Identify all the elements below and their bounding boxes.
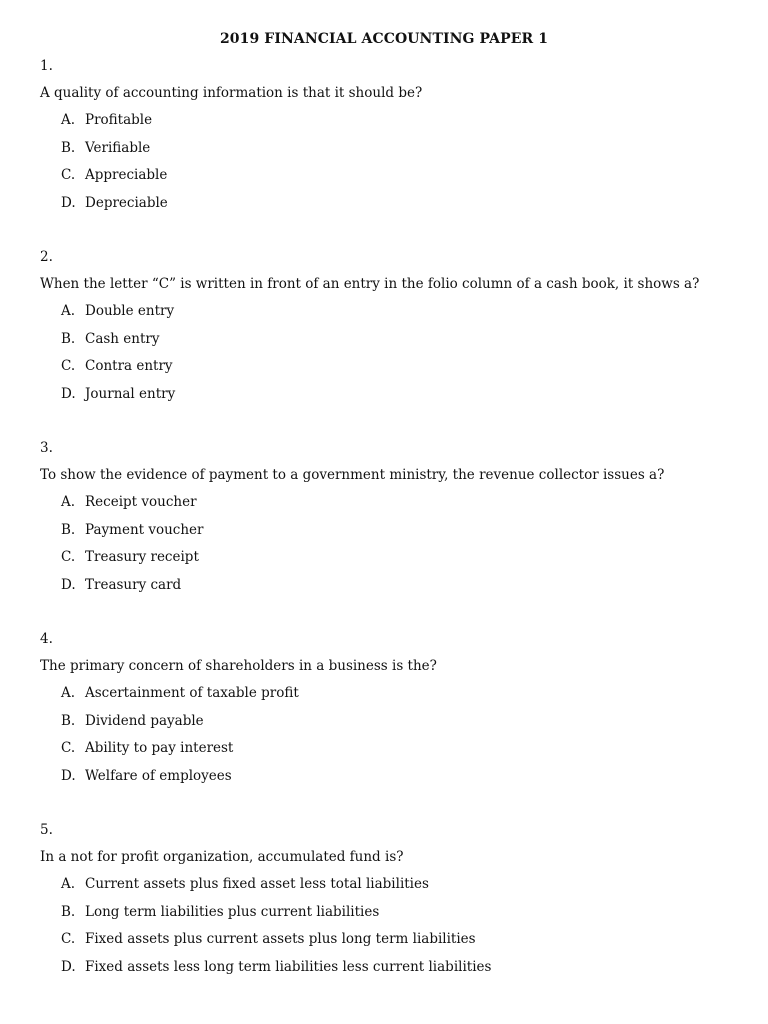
option-text: Ability to pay interest bbox=[85, 740, 234, 756]
document-title: 2019 FINANCIAL ACCOUNTING PAPER 1 bbox=[219, 31, 549, 47]
option-letter: A. bbox=[61, 494, 76, 510]
option-text: Current assets plus fixed asset less total liabilities bbox=[85, 876, 429, 892]
option-text: Journal entry bbox=[85, 385, 176, 402]
option-text: Cash entry bbox=[85, 330, 160, 347]
option-letter: B. bbox=[61, 712, 76, 729]
option-text: Payment voucher bbox=[85, 521, 204, 538]
option-text: Receipt voucher bbox=[85, 494, 197, 510]
option-letter: B. bbox=[61, 139, 76, 156]
question-text: The primary concern of shareholders in a business is the? bbox=[40, 658, 437, 674]
option-letter: A. bbox=[61, 112, 76, 128]
option-letter: B. bbox=[61, 330, 76, 347]
option-text: Depreciable bbox=[85, 194, 168, 211]
option-text: Double entry bbox=[85, 303, 175, 319]
option-text: Profitable bbox=[85, 112, 153, 128]
option-letter: A. bbox=[61, 876, 76, 892]
question-text: A quality of accounting information is that it should be? bbox=[40, 85, 423, 101]
question-text: When the letter “C” is written in front of an entry in the folio column of a cash book, it shows a? bbox=[40, 276, 700, 292]
option-letter: C. bbox=[61, 358, 76, 374]
option-text: Contra entry bbox=[85, 358, 173, 374]
option-text: Treasury card bbox=[85, 576, 182, 593]
option-letter: C. bbox=[61, 167, 76, 183]
option-letter: B. bbox=[61, 521, 76, 538]
question-number: 5. bbox=[40, 822, 53, 838]
option-letter: D. bbox=[61, 958, 76, 975]
question-number: 1. bbox=[40, 58, 53, 74]
question-number: 3. bbox=[40, 440, 53, 456]
option-text: Long term liabilities plus current liabilities bbox=[85, 903, 380, 920]
question-number: 2. bbox=[40, 249, 53, 265]
option-letter: B. bbox=[61, 903, 76, 920]
option-letter: C. bbox=[61, 549, 76, 565]
option-text: Treasury receipt bbox=[85, 549, 199, 565]
option-letter: D. bbox=[61, 576, 76, 593]
option-letter: D. bbox=[61, 194, 76, 211]
option-letter: A. bbox=[61, 303, 76, 319]
option-text: Welfare of employees bbox=[85, 767, 232, 784]
question-number: 4. bbox=[40, 631, 53, 647]
option-letter: C. bbox=[61, 931, 76, 947]
option-text: Ascertainment of taxable profit bbox=[85, 685, 299, 701]
option-text: Appreciable bbox=[85, 167, 168, 183]
option-letter: D. bbox=[61, 385, 76, 402]
option-text: Verifiable bbox=[85, 139, 151, 156]
option-text: Dividend payable bbox=[85, 712, 204, 729]
option-letter: C. bbox=[61, 740, 76, 756]
option-text: Fixed assets less long term liabilities less current liabilities bbox=[85, 958, 492, 975]
option-letter: D. bbox=[61, 767, 76, 784]
question-text: To show the evidence of payment to a government ministry, the revenue collector issues a? bbox=[40, 467, 665, 483]
option-letter: A. bbox=[61, 685, 76, 701]
question-text: In a not for profit organization, accumulated fund is? bbox=[40, 849, 404, 865]
option-text: Fixed assets plus current assets plus long term liabilities bbox=[85, 931, 476, 947]
